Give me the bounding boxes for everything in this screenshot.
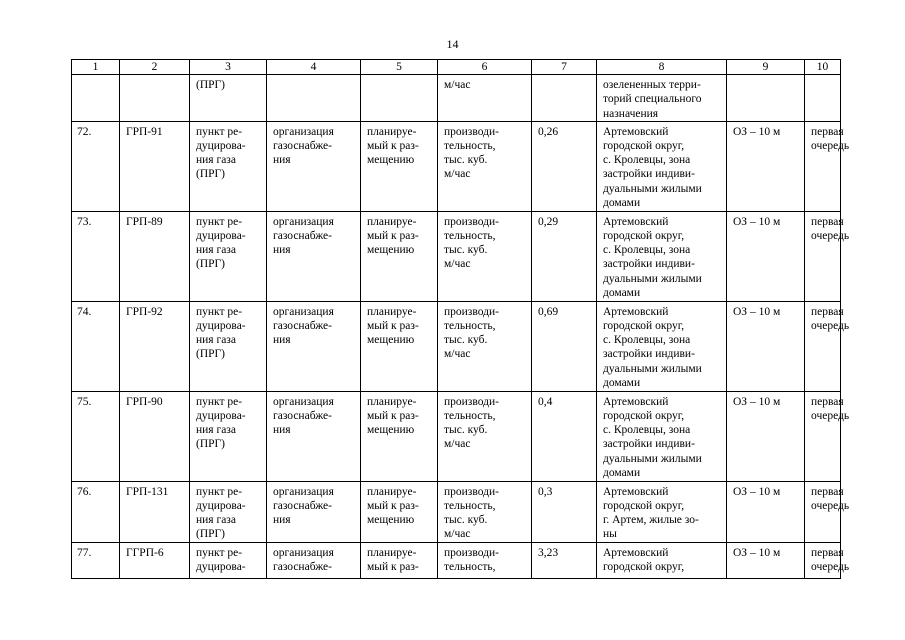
purpose-cell: организация газоснабже- <box>267 542 361 578</box>
location-cell: Артемовский городской округ, <box>597 542 727 578</box>
object-type-cell: пункт ре- дуцирова- ния газа (ПРГ) <box>190 391 267 481</box>
parameter-cell: производи- тельность, тыс. куб. м/час <box>438 211 532 301</box>
object-type-cell: пункт ре- дуцирова- <box>190 542 267 578</box>
status-cell: планируе- мый к раз- мещению <box>361 481 438 542</box>
column-number: 6 <box>438 60 532 75</box>
column-number: 3 <box>190 60 267 75</box>
column-number: 2 <box>120 60 190 75</box>
parameter-cell: производи- тельность, тыс. куб. м/час <box>438 301 532 391</box>
zone-cell: ОЗ – 10 м <box>727 211 805 301</box>
zone-cell: ОЗ – 10 м <box>727 301 805 391</box>
purpose-cell: организация газоснабже- ния <box>267 121 361 211</box>
object-code-cell: ГРП-89 <box>120 211 190 301</box>
location-cell: Артемовский городской округ, с. Кролевцы, зона застройки индиви- дуальными жилыми домами <box>597 391 727 481</box>
object-code-cell: ГГРП-6 <box>120 542 190 578</box>
object-code-cell: ГРП-131 <box>120 481 190 542</box>
row-index-cell: 73. <box>72 211 120 301</box>
table-row <box>72 211 841 301</box>
value-cell: 0,3 <box>532 481 597 542</box>
purpose-cell: организация газоснабже- ния <box>267 481 361 542</box>
status-cell: планируе- мый к раз- мещению <box>361 121 438 211</box>
purpose-cell: организация газоснабже- ния <box>267 391 361 481</box>
location-cell: Артемовский городской округ, с. Кролевцы, зона застройки индиви- дуальными жилыми домами <box>597 211 727 301</box>
zone-cell: ОЗ – 10 м <box>727 542 805 578</box>
status-cell: планируе- мый к раз- <box>361 542 438 578</box>
column-number-row <box>72 60 841 75</box>
parameter-cell: производи- тельность, <box>438 542 532 578</box>
page-number: 14 <box>446 37 459 51</box>
parameter-cell: производи- тельность, тыс. куб. м/час <box>438 391 532 481</box>
object-code-cell: ГРП-92 <box>120 301 190 391</box>
location-cell: озелененных терри- торий специального назначения <box>597 75 727 122</box>
value-cell: 0,4 <box>532 391 597 481</box>
row-index-cell: 74. <box>72 301 120 391</box>
value-cell: 0,29 <box>532 211 597 301</box>
row-index-cell: 76. <box>72 481 120 542</box>
table-row <box>72 542 841 578</box>
row-index-cell <box>72 75 120 122</box>
column-number: 1 <box>72 60 120 75</box>
stage-cell <box>805 75 841 122</box>
object-type-cell: пункт ре- дуцирова- ния газа (ПРГ) <box>190 121 267 211</box>
status-cell: планируе- мый к раз- мещению <box>361 391 438 481</box>
table-row <box>72 301 841 391</box>
row-index-cell: 75. <box>72 391 120 481</box>
stage-cell: первая очередь <box>805 391 841 481</box>
column-number: 5 <box>361 60 438 75</box>
stage-cell: первая очередь <box>805 301 841 391</box>
object-code-cell: ГРП-91 <box>120 121 190 211</box>
status-cell: планируе- мый к раз- мещению <box>361 211 438 301</box>
table-row <box>72 481 841 542</box>
status-cell <box>361 75 438 122</box>
table-row <box>72 121 841 211</box>
object-type-cell: пункт ре- дуцирова- ния газа (ПРГ) <box>190 301 267 391</box>
stage-cell: первая очередь <box>805 121 841 211</box>
table-row <box>72 391 841 481</box>
row-index-cell: 72. <box>72 121 120 211</box>
parameter-cell: производи- тельность, тыс. куб. м/час <box>438 121 532 211</box>
column-number: 7 <box>532 60 597 75</box>
location-cell: Артемовский городской округ, г. Артем, жилые зо- ны <box>597 481 727 542</box>
purpose-cell <box>267 75 361 122</box>
object-code-cell: ГРП-90 <box>120 391 190 481</box>
stage-cell: первая очередь <box>805 542 841 578</box>
object-code-cell <box>120 75 190 122</box>
column-number: 9 <box>727 60 805 75</box>
purpose-cell: организация газоснабже- ния <box>267 301 361 391</box>
column-number: 8 <box>597 60 727 75</box>
column-number: 10 <box>805 60 841 75</box>
object-type-cell: пункт ре- дуцирова- ния газа (ПРГ) <box>190 481 267 542</box>
stage-cell: первая очередь <box>805 211 841 301</box>
stage-cell: первая очередь <box>805 481 841 542</box>
zone-cell: ОЗ – 10 м <box>727 121 805 211</box>
object-type-cell: (ПРГ) <box>190 75 267 122</box>
value-cell: 0,26 <box>532 121 597 211</box>
status-cell: планируе- мый к раз- мещению <box>361 301 438 391</box>
purpose-cell: организация газоснабже- ния <box>267 211 361 301</box>
zone-cell <box>727 75 805 122</box>
data-table <box>71 59 850 579</box>
continuation-row <box>72 75 841 122</box>
value-cell: 3,23 <box>532 542 597 578</box>
parameter-cell: м/час <box>438 75 532 122</box>
value-cell: 0,69 <box>532 301 597 391</box>
row-index-cell: 77. <box>72 542 120 578</box>
value-cell <box>532 75 597 122</box>
column-number: 4 <box>267 60 361 75</box>
location-cell: Артемовский городской округ, с. Кролевцы, зона застройки индиви- дуальными жилыми домами <box>597 301 727 391</box>
location-cell: Артемовский городской округ, с. Кролевцы, зона застройки индиви- дуальными жилыми домами <box>597 121 727 211</box>
object-type-cell: пункт ре- дуцирова- ния газа (ПРГ) <box>190 211 267 301</box>
zone-cell: ОЗ – 10 м <box>727 391 805 481</box>
zone-cell: ОЗ – 10 м <box>727 481 805 542</box>
parameter-cell: производи- тельность, тыс. куб. м/час <box>438 481 532 542</box>
